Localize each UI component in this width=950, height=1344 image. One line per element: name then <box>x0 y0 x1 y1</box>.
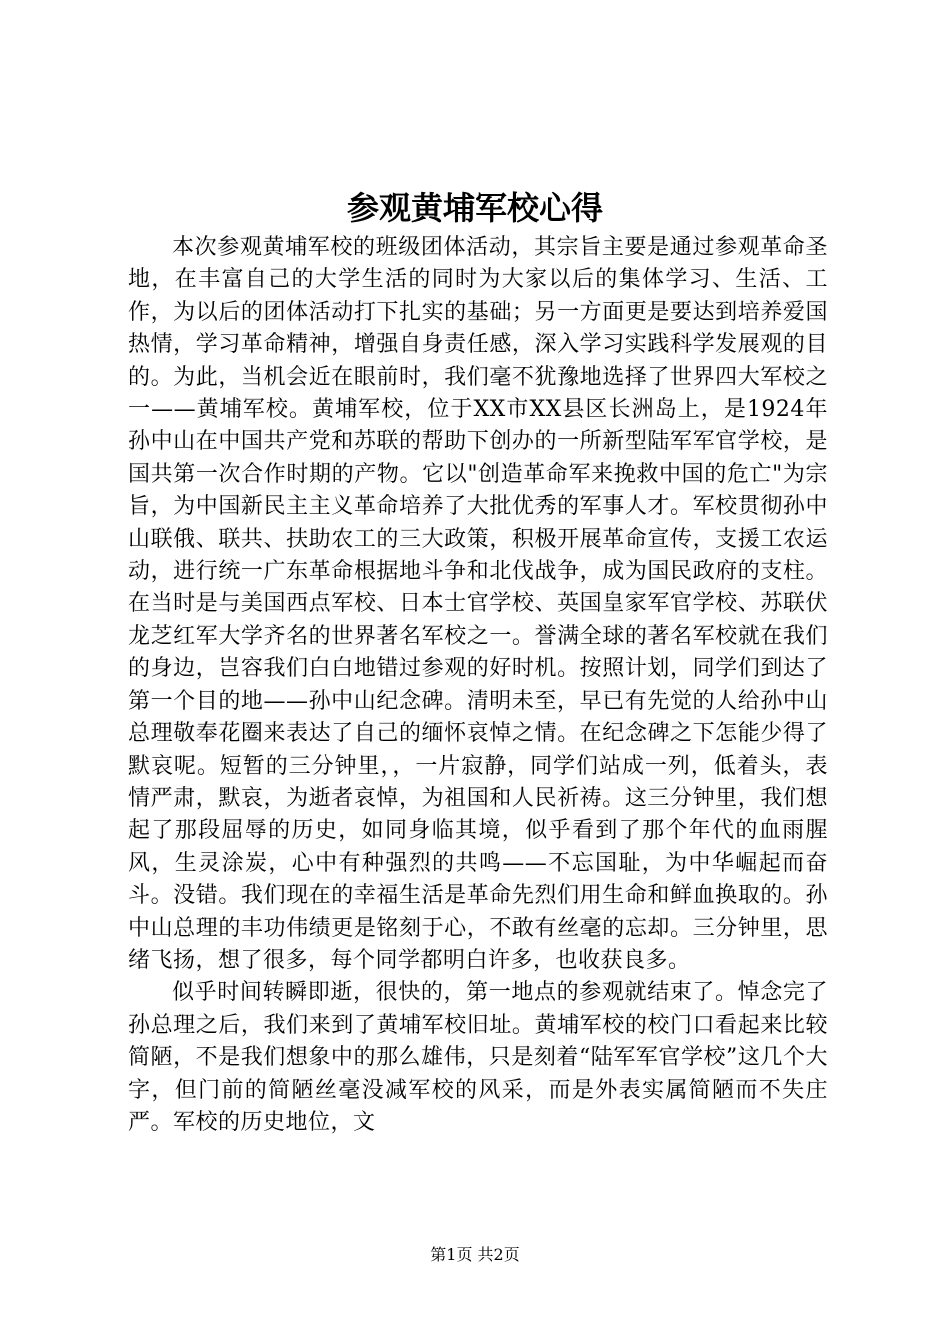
document-title: 参观黄埔军校心得 <box>346 189 603 227</box>
document-body <box>128 232 828 1139</box>
page-footer <box>0 1245 950 1265</box>
body-paragraph-1: 本次参观黄埔军校的班级团体活动，其宗旨主要是通过参观革命圣地，在丰富自己的大学生活的同时为大家以后的集体学习、生活、工作，为以后的团体活动打下扎实的基础；另一方面更是要达到培养爱国热情，学习革命精神，增强自身责任感，深入学习实践科学发展观的目的。为此，当机会近在眼前时，我们毫不犹豫地选择了世界四大军校之一——黄埔军校。黄埔军校，位于XX市XX县区长洲岛上，是1924年孙中山在中国共产党和苏联的帮助下创办的一所新型陆军军官学校，是国共第一次合作时期的产物。它以"创造革命军来挽救中国的危亡"为宗旨，为中国新民主主义革命培养了大批优秀的军事人才。军校贯彻孙中山联俄、联共、扶助农工的三大政策，积极开展革命宣传，支援工农运动，进行统一广东革命根据地斗争和北伐战争，成为国民政府的支柱。在当时是与美国西点军校、日本士官学校、英国皇家军官学校、苏联伏龙芝红军大学齐名的世界著名军校之一。誉满全球的著名军校就在我们的身边，岂容我们白白地错过参观的好时机。按照计划，同学们到达了第一个目的地——孙中山纪念碑。清明未至，早已有先觉的人给孙中山总理敬奉花圈来表达了自己的缅怀哀悼之情。在纪念碑之下怎能少得了默哀呢。短暂的三分钟里，，一片寂静，同学们站成一列，低着头，表情严肃，默哀，为逝者哀悼，为祖国和人民祈祷。这三分钟里，我们想起了那段屈辱的历史，如同身临其境，似乎看到了那个年代的血雨腥风，生灵涂炭，心中有种强烈的共鸣——不忘国耻，为中华崛起而奋斗。没错。我们现在的幸福生活是革命先烈们用生命和鲜血换取的。孙中山总理的丰功伟绩更是铭刻于心，不敢有丝毫的忘却。三分钟里，思绪飞扬，想了很多，每个同学都明白许多，也收获良多。 <box>128 235 828 973</box>
page-number-indicator: 第1页 共2页 <box>430 1245 520 1264</box>
body-paragraph-2: 似乎时间转瞬即逝，很快的，第一地点的参观就结束了。悼念完了孙总理之后，我们来到了黄埔军校旧址。黄埔军校的校门口看起来比较简陋，不是我们想象中的那么雄伟，只是刻着“陆军军官学校”这几个大字，但门前的简陋丝毫没减军校的风采，而是外表实属简陋而不失庄严。军校的历史地位，文 <box>128 980 828 1135</box>
